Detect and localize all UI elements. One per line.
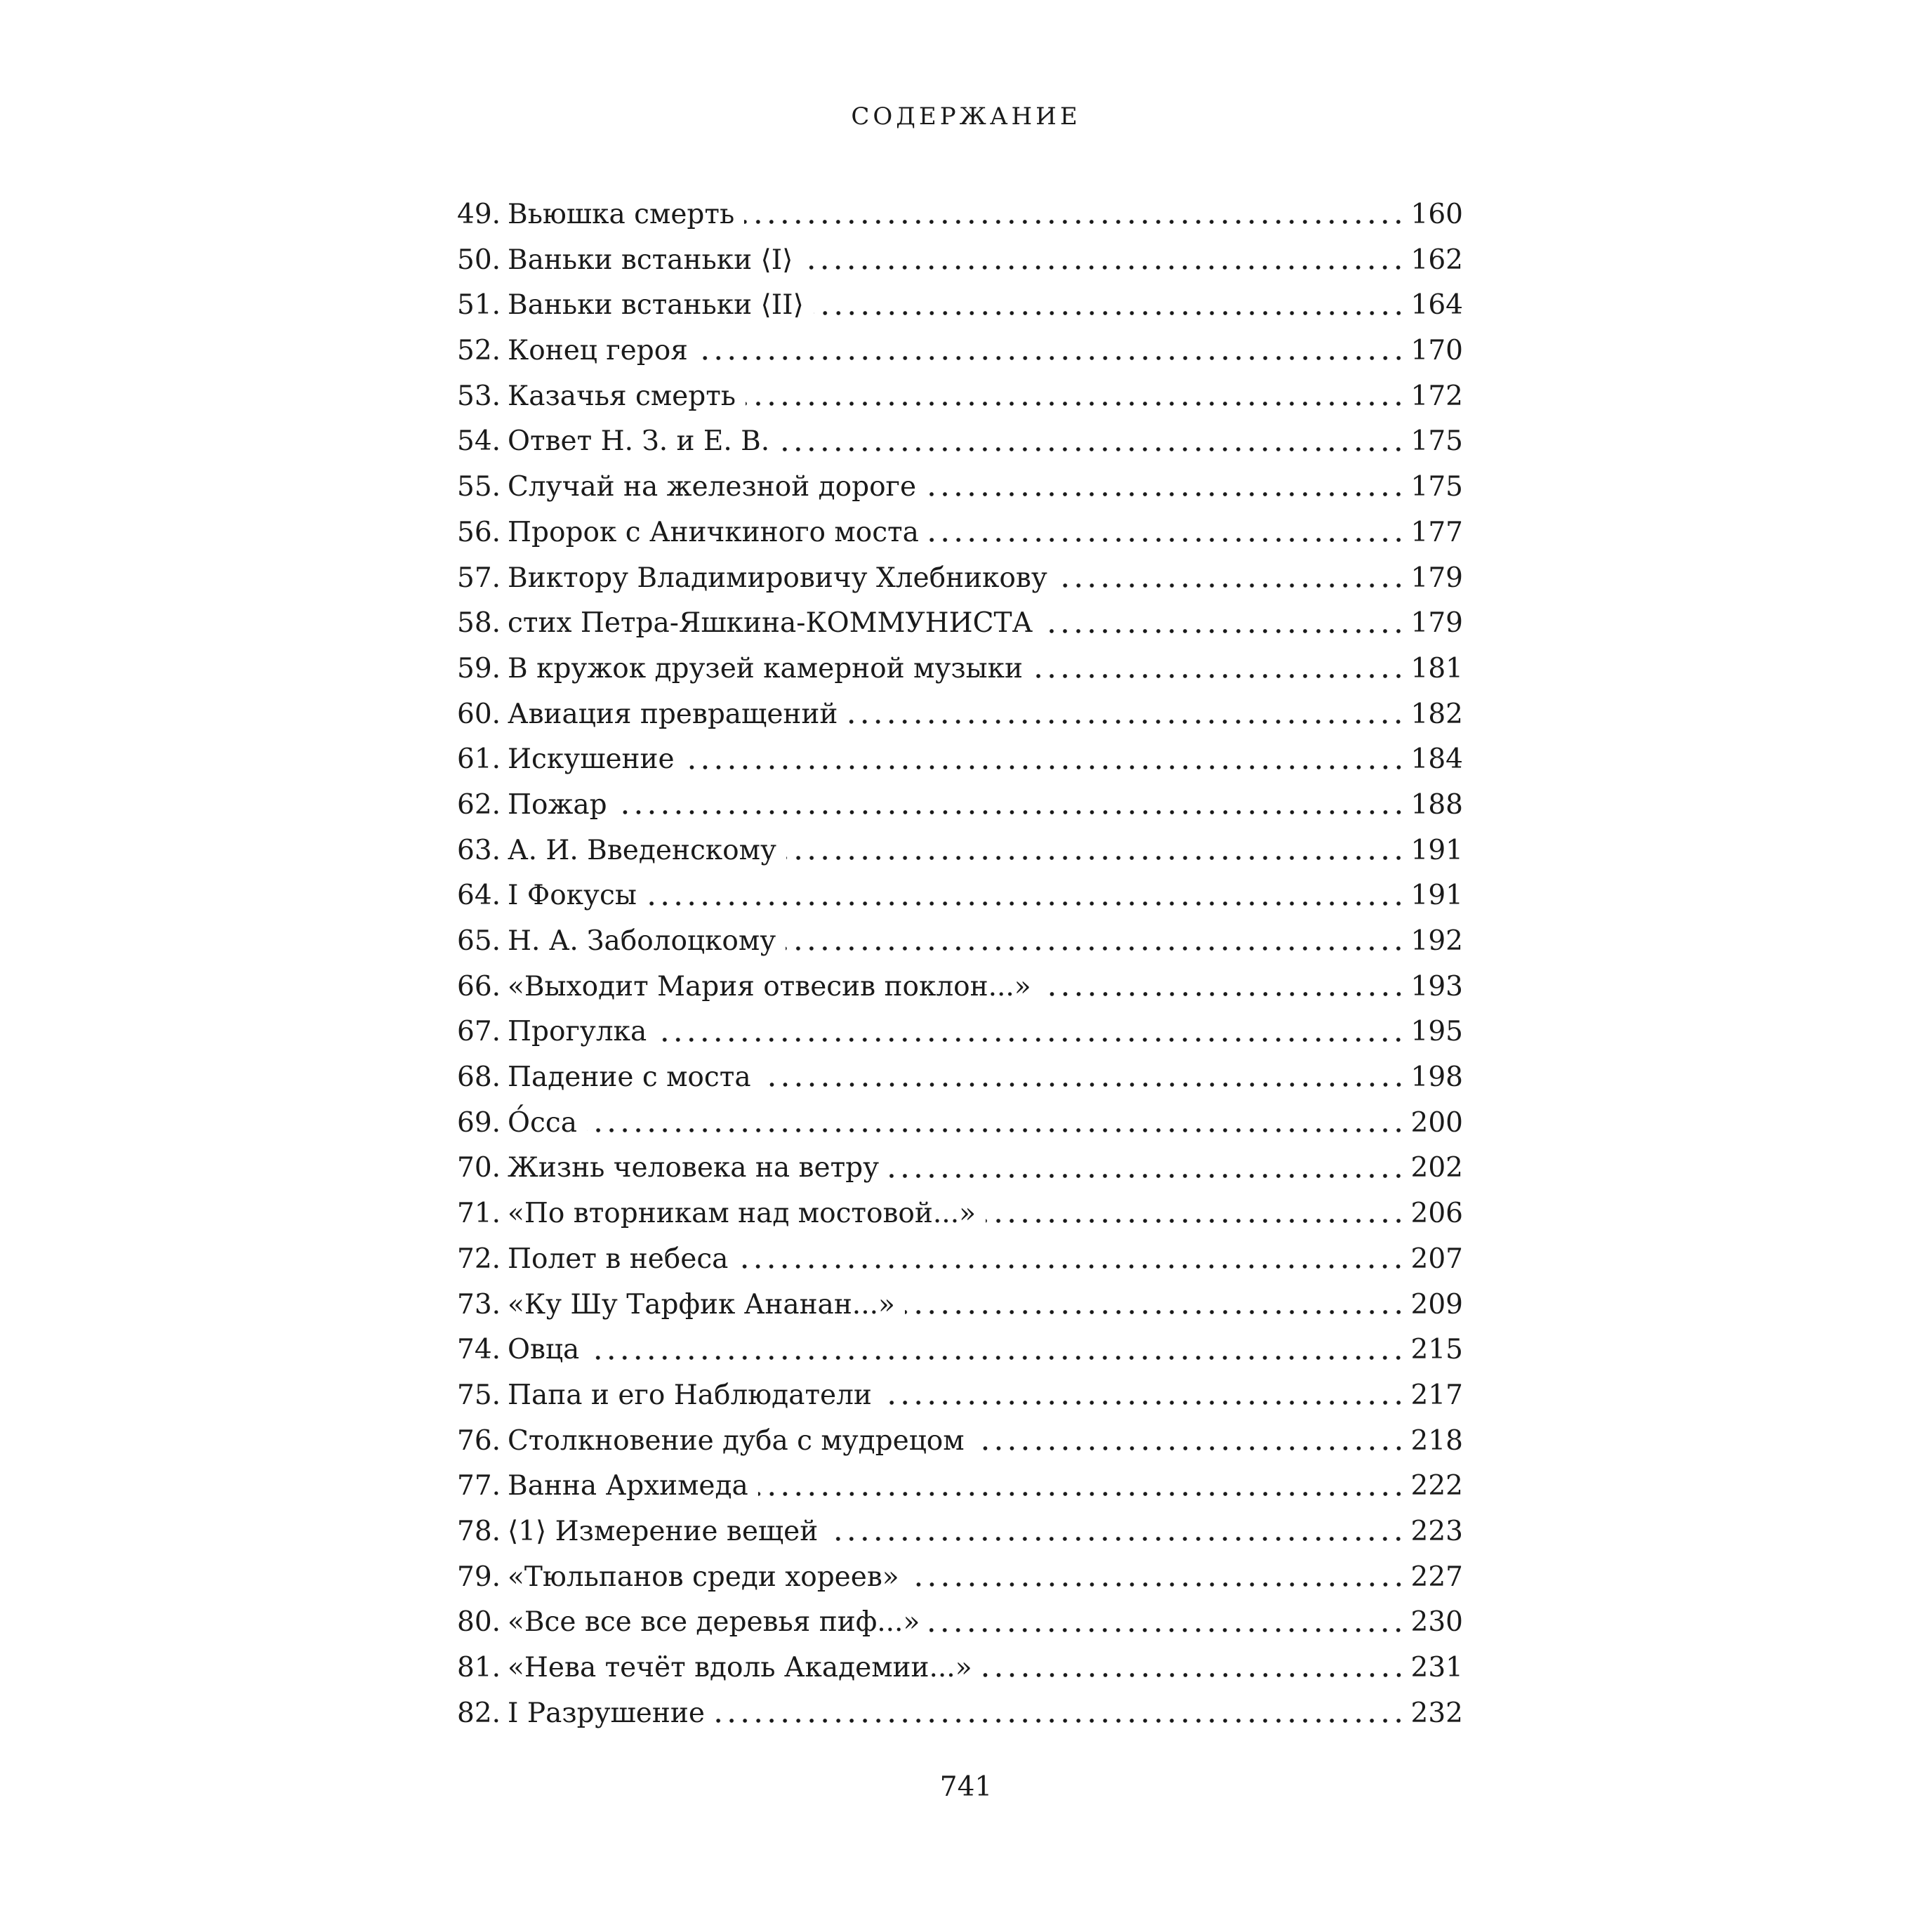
dot-leader xyxy=(786,942,1405,955)
toc-entry xyxy=(457,965,1463,1010)
toc-entry xyxy=(457,737,1463,783)
toc-entry-number: 79. xyxy=(457,1561,501,1593)
toc-entry-number: 78. xyxy=(457,1515,501,1547)
toc-entry-page: 179 xyxy=(1410,607,1463,640)
toc-entry-page: 175 xyxy=(1410,471,1463,503)
toc-entry xyxy=(457,192,1463,238)
toc-entry-page: 191 xyxy=(1410,880,1463,912)
toc-entry-title: Вьюшка смерть xyxy=(508,199,735,230)
toc-entry xyxy=(457,828,1463,874)
toc-entry-page: 177 xyxy=(1410,516,1463,548)
toc-entry-title: А. И. Введенскому xyxy=(508,834,776,866)
toc-entry-title: Ваньки встаньки ⟨I⟩ xyxy=(508,244,793,276)
toc-entry-title: Овца xyxy=(508,1334,580,1366)
toc-entry-number: 82. xyxy=(457,1697,501,1729)
toc-entry-number: 70. xyxy=(457,1152,501,1184)
dot-leader xyxy=(744,216,1405,228)
toc-entry xyxy=(457,1283,1463,1328)
toc-entry-page: 191 xyxy=(1410,834,1463,866)
dot-leader xyxy=(746,397,1405,410)
dot-leader xyxy=(982,1669,1405,1681)
dot-leader xyxy=(974,1442,1405,1455)
toc-entry-number: 65. xyxy=(457,925,501,957)
toc-entry-title: Случай на железной дороге xyxy=(508,471,917,503)
toc-entry-number: 59. xyxy=(457,652,501,684)
dot-leader xyxy=(909,1578,1405,1591)
toc-entry-page: 231 xyxy=(1410,1652,1463,1683)
dot-leader xyxy=(828,1533,1405,1545)
dot-leader xyxy=(926,488,1405,501)
page-number: 741 xyxy=(939,1771,993,1803)
toc-entry xyxy=(457,1646,1463,1691)
toc-entry-page: 162 xyxy=(1410,244,1463,276)
toc-entry-title: Прогулка xyxy=(508,1016,647,1048)
toc-entry-title: Папа и его Наблюдатели xyxy=(508,1379,872,1411)
toc-entry-number: 71. xyxy=(457,1198,501,1230)
toc-entry-number: 66. xyxy=(457,970,501,1003)
toc-entry-number: 57. xyxy=(457,562,501,594)
toc-entry-title: Авиация превращений xyxy=(508,698,838,730)
toc-entry-page: 164 xyxy=(1410,289,1463,322)
toc-entry xyxy=(457,238,1463,284)
toc-entry-number: 60. xyxy=(457,698,501,730)
toc-entry-title: «Выходит Мария отвесив поклон...» xyxy=(508,970,1031,1003)
dot-leader xyxy=(802,261,1405,274)
toc-entry-title: стих Петра-Яшкина-КОММУНИСТА xyxy=(508,607,1033,640)
toc-entry-title: Ванна Архимеда xyxy=(508,1470,748,1502)
toc-entry-page: 227 xyxy=(1410,1561,1463,1593)
toc-entry-title: ⟨1⟩ Измерение вещей xyxy=(508,1515,819,1547)
toc-entry xyxy=(457,1146,1463,1191)
toc-entry-title: Казачья смерть xyxy=(508,380,736,412)
toc-entry xyxy=(457,1010,1463,1055)
toc-entry-number: 54. xyxy=(457,425,501,458)
dot-leader xyxy=(647,897,1405,910)
toc-entry-number: 80. xyxy=(457,1606,501,1639)
dot-leader xyxy=(882,1396,1405,1409)
toc-entry-page: 209 xyxy=(1410,1288,1463,1321)
toc-entry-page: 179 xyxy=(1410,562,1463,594)
toc-entry-page: 181 xyxy=(1410,652,1463,684)
toc-entry xyxy=(457,873,1463,919)
toc-entry-title: «Все все все деревья пиф...» xyxy=(508,1606,920,1639)
toc-entry-number: 69. xyxy=(457,1106,501,1139)
dot-leader xyxy=(1057,579,1405,592)
toc-entry-title: О́сса xyxy=(508,1106,577,1139)
toc-entry-page: 193 xyxy=(1410,970,1463,1003)
toc-entry-page: 217 xyxy=(1410,1379,1463,1411)
toc-entry-page: 170 xyxy=(1410,335,1463,367)
toc-entry-title: Конец героя xyxy=(508,335,688,367)
toc-entry xyxy=(457,919,1463,965)
dot-leader xyxy=(738,1260,1405,1273)
toc-entry xyxy=(457,1055,1463,1101)
dot-leader xyxy=(786,852,1405,864)
toc-entry-title: «По вторникам над мостовой...» xyxy=(508,1198,976,1230)
toc-entry-page: 206 xyxy=(1410,1198,1463,1230)
dot-leader xyxy=(929,1624,1405,1636)
toc-entry xyxy=(457,1419,1463,1464)
toc-entry xyxy=(457,601,1463,647)
dot-leader xyxy=(617,806,1405,819)
toc-entry-number: 72. xyxy=(457,1243,501,1275)
toc-entry xyxy=(457,329,1463,374)
toc-entry-page: 160 xyxy=(1410,199,1463,230)
toc-entry-number: 51. xyxy=(457,289,501,322)
dot-leader xyxy=(1043,625,1405,637)
toc-entry xyxy=(457,692,1463,738)
toc-entry-page: 232 xyxy=(1410,1697,1463,1729)
table-of-contents xyxy=(457,192,1463,1736)
dot-leader xyxy=(589,1351,1405,1364)
toc-entry xyxy=(457,1191,1463,1237)
toc-entry-page: 222 xyxy=(1410,1470,1463,1502)
dot-leader xyxy=(929,534,1405,546)
toc-entry-number: 58. xyxy=(457,607,501,640)
dot-leader xyxy=(889,1170,1405,1182)
toc-entry-page: 198 xyxy=(1410,1061,1463,1094)
toc-entry-number: 52. xyxy=(457,335,501,367)
toc-entry xyxy=(457,783,1463,828)
dot-leader xyxy=(779,443,1405,456)
toc-entry-number: 53. xyxy=(457,380,501,412)
dot-leader xyxy=(1033,670,1405,682)
toc-entry-page: 230 xyxy=(1410,1606,1463,1639)
toc-entry-title: Пророк с Аничкиного моста xyxy=(508,516,919,548)
toc-entry-number: 63. xyxy=(457,834,501,866)
running-head-title: СОДЕРЖАНИЕ xyxy=(851,102,1081,131)
toc-entry-page: 215 xyxy=(1410,1334,1463,1366)
toc-entry-title: Столкновение дуба с мудрецом xyxy=(508,1424,965,1457)
toc-entry-title: Ваньки встаньки ⟨II⟩ xyxy=(508,289,804,322)
toc-entry-title: Падение с моста xyxy=(508,1061,751,1094)
dot-leader xyxy=(847,715,1405,728)
toc-entry-page: 195 xyxy=(1410,1016,1463,1048)
toc-entry-number: 77. xyxy=(457,1470,501,1502)
toc-entry-number: 49. xyxy=(457,199,501,230)
dot-leader xyxy=(684,761,1405,774)
toc-entry-title: Полет в небеса xyxy=(508,1243,729,1275)
toc-entry xyxy=(457,556,1463,602)
toc-entry-page: 218 xyxy=(1410,1424,1463,1457)
toc-entry-number: 81. xyxy=(457,1652,501,1683)
toc-entry-number: 56. xyxy=(457,516,501,548)
toc-entry-title: В кружок друзей камерной музыки xyxy=(508,652,1024,684)
toc-entry-number: 73. xyxy=(457,1288,501,1321)
toc-entry xyxy=(457,1555,1463,1601)
toc-entry xyxy=(457,374,1463,420)
toc-entry-page: 188 xyxy=(1410,788,1463,821)
toc-entry-number: 68. xyxy=(457,1061,501,1094)
toc-entry-page: 192 xyxy=(1410,925,1463,957)
toc-entry xyxy=(457,1101,1463,1146)
toc-entry-title: Жизнь человека на ветру xyxy=(508,1152,880,1184)
toc-entry xyxy=(457,1328,1463,1373)
dot-leader xyxy=(905,1306,1405,1318)
dot-leader xyxy=(715,1714,1405,1727)
toc-entry-page: 200 xyxy=(1410,1106,1463,1139)
toc-entry-page: 202 xyxy=(1410,1152,1463,1184)
toc-entry-number: 64. xyxy=(457,880,501,912)
toc-entry-number: 76. xyxy=(457,1424,501,1457)
toc-entry-title: I Разрушение xyxy=(508,1697,705,1729)
toc-entry xyxy=(457,647,1463,692)
toc-entry-page: 223 xyxy=(1410,1515,1463,1547)
dot-leader xyxy=(761,1078,1405,1091)
toc-entry-title: «Тюльпанов среди хореев» xyxy=(508,1561,899,1593)
toc-entry xyxy=(457,1237,1463,1283)
dot-leader xyxy=(1041,988,1405,1000)
toc-entry-page: 172 xyxy=(1410,380,1463,412)
toc-entry-title: I Фокусы xyxy=(508,880,637,912)
dot-leader xyxy=(587,1124,1405,1137)
toc-entry-title: «Ку Шу Тарфик Ананан...» xyxy=(508,1288,895,1321)
toc-entry-number: 50. xyxy=(457,244,501,276)
toc-entry-page: 182 xyxy=(1410,698,1463,730)
toc-entry xyxy=(457,419,1463,465)
toc-entry-number: 67. xyxy=(457,1016,501,1048)
toc-entry-title: Пожар xyxy=(508,788,607,821)
dot-leader xyxy=(986,1215,1405,1227)
toc-entry xyxy=(457,510,1463,556)
dot-leader xyxy=(758,1488,1405,1500)
toc-entry-title: Ответ Н. З. и Е. В. xyxy=(508,425,770,458)
toc-entry-number: 62. xyxy=(457,788,501,821)
toc-entry xyxy=(457,1509,1463,1555)
dot-leader xyxy=(814,307,1405,319)
toc-entry-title: «Нева течёт вдоль Академии...» xyxy=(508,1652,972,1683)
toc-entry xyxy=(457,1464,1463,1509)
dot-leader xyxy=(656,1033,1405,1046)
toc-entry-number: 61. xyxy=(457,743,501,776)
toc-entry-title: Искушение xyxy=(508,743,675,776)
toc-entry-page: 175 xyxy=(1410,425,1463,458)
toc-entry-number: 75. xyxy=(457,1379,501,1411)
toc-entry xyxy=(457,283,1463,329)
toc-entry-title: Н. А. Заболоцкому xyxy=(508,925,776,957)
toc-entry-number: 55. xyxy=(457,471,501,503)
toc-entry-number: 74. xyxy=(457,1334,501,1366)
toc-entry xyxy=(457,1691,1463,1737)
toc-entry-title: Виктору Владимировичу Хлебникову xyxy=(508,562,1047,594)
toc-entry-page: 184 xyxy=(1410,743,1463,776)
dot-leader xyxy=(698,352,1405,364)
toc-entry xyxy=(457,1600,1463,1646)
toc-entry xyxy=(457,1373,1463,1419)
toc-entry-page: 207 xyxy=(1410,1243,1463,1275)
toc-entry xyxy=(457,465,1463,510)
